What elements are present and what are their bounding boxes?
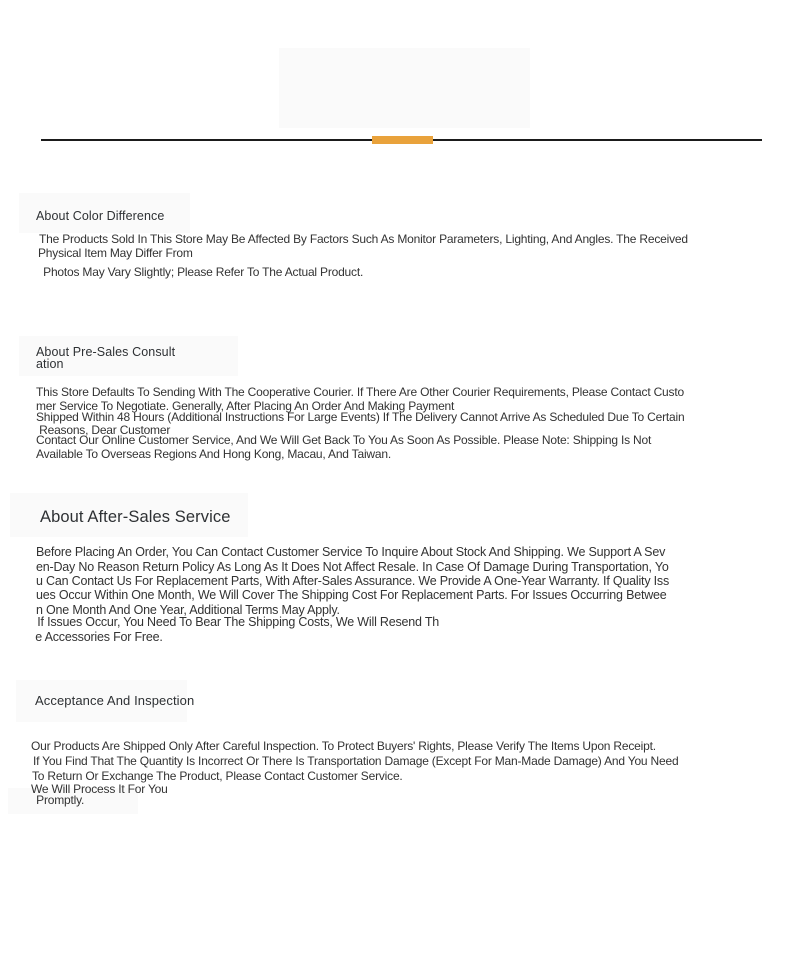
body-text-line-about-after-sales-service: If Issues Occur, You Need To Bear The Shipping Costs, We Will Resend Th [34,615,440,629]
body-text-line-acceptance-and-inspection: To Return Or Exchange The Product, Please Contact Customer Service. [32,769,403,783]
body-text-line-acceptance-and-inspection: Our Products Are Shipped Only After Careful Inspection. To Protect Buyers' Rights, Please Verify The Items Upon Receipt. [31,739,656,753]
body-text-line-acceptance-and-inspection: If You Find That The Quantity Is Incorrect Or There Is Transportation Damage (Except For Man-Made Damage) And You Need [33,754,679,768]
body-text-line-about-pre-sales-consultation: Reasons, Dear Customer [36,423,171,437]
section-heading-about-pre-sales-consultation: ation [36,357,64,371]
body-text-line-about-color-difference: Photos May Vary Slightly; Please Refer To The Actual Product. [40,265,364,279]
body-text-line-about-pre-sales-consultation: This Store Defaults To Sending With The Cooperative Courier. If There Are Other Courier Requirements, Please Contact Custo [36,385,684,399]
body-text-line-about-color-difference: Physical Item May Differ From [38,246,193,260]
body-text-line-about-after-sales-service: Before Placing An Order, You Can Contact Customer Service To Inquire About Stock And Shipping. We Support A Sev [36,545,666,559]
body-text-line-about-after-sales-service: ues Occur Within One Month, We Will Cover The Shipping Cost For Replacement Parts. For Issues Occurring Betwee [36,588,667,602]
section-heading-about-after-sales-service: About After-Sales Service [40,508,231,526]
section-heading-about-color-difference: About Color Difference [36,209,165,223]
section-heading-about-pre-sales-consultation: About Pre-Sales Consult [36,345,176,359]
body-text-line-about-after-sales-service: e Accessories For Free. [32,630,163,644]
body-text-line-about-after-sales-service: n One Month And One Year, Additional Terms May Apply. [36,603,340,617]
section-heading-acceptance-and-inspection: Acceptance And Inspection [35,693,195,708]
title-background [279,48,530,128]
body-text-line-acceptance-and-inspection: Promptly. [33,793,85,807]
body-text-line-about-pre-sales-consultation: Shipped Within 48 Hours (Additional Instructions For Large Events) If The Delivery Cannot Arrive As Scheduled Due To Certain [36,410,685,424]
body-text-line-about-after-sales-service: u Can Contact Us For Replacement Parts, With After-Sales Assurance. We Provide A One-Year Warranty. If Quality Iss [36,574,670,588]
divider-accent-bar [372,136,433,144]
body-text-line-about-pre-sales-consultation: Contact Our Online Customer Service, And We Will Get Back To You As Soon As Possible. Please Note: Shipping Is Not [36,433,652,447]
body-text-line-about-pre-sales-consultation: Available To Overseas Regions And Hong Kong, Macau, And Taiwan. [36,447,391,461]
body-text-line-about-after-sales-service: en-Day No Reason Return Policy As Long As It Does Not Affect Resale. In Case Of Damage During Transportation, Yo [36,560,669,574]
body-text-line-acceptance-and-inspection: We Will Process It For You [31,782,168,796]
body-text-line-about-pre-sales-consultation: mer Service To Negotiate. Generally, After Placing An Order And Making Payment [36,399,455,413]
body-text-line-about-color-difference: The Products Sold In This Store May Be Affected By Factors Such As Monitor Parameters, Lighting, And Angles. The Received [39,232,688,246]
